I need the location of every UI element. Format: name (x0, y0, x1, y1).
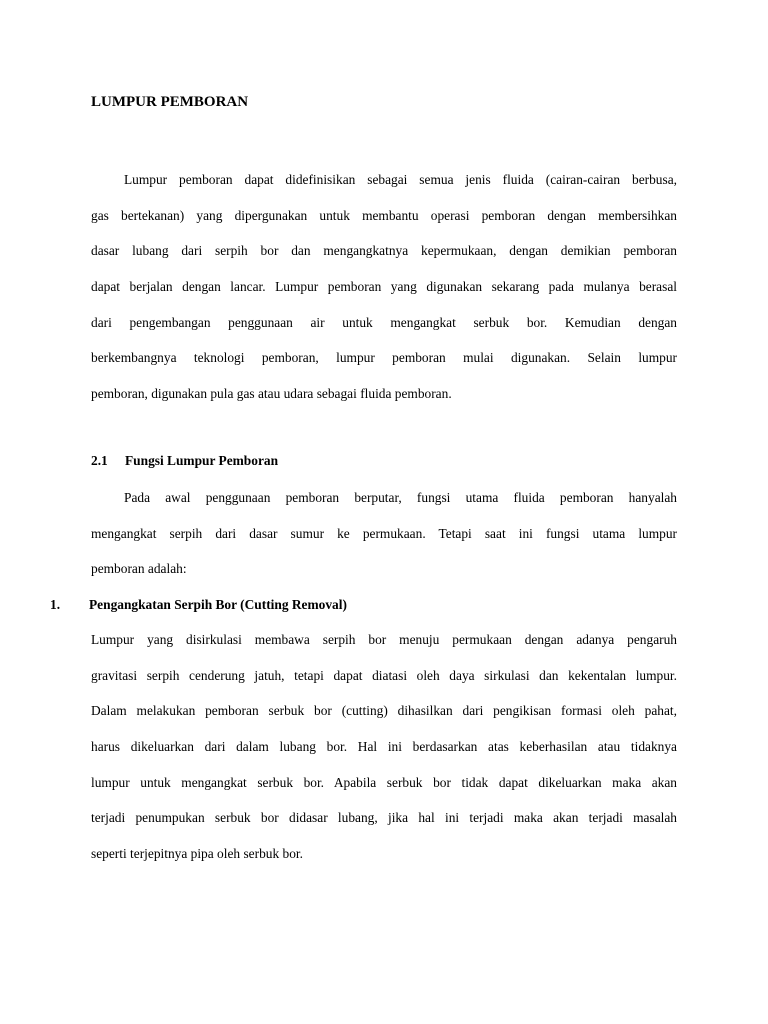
paragraph-line: harus dikeluarkan dari dalam lubang bor. Hal ini berdasarkan atas keberhasilan atau tidaknya (91, 739, 677, 755)
paragraph-line: gas bertekanan) yang dipergunakan untuk membantu operasi pemboran dengan membersihkan (91, 207, 677, 223)
paragraph-line: Dalam melakukan pemboran serbuk bor (cutting) dihasilkan dari pengikisan formasi oleh pahat, (91, 703, 677, 719)
paragraph-line: pemboran, digunakan pula gas atau udara sebagai fluida pemboran. (91, 386, 452, 402)
section-title: Fungsi Lumpur Pemboran (125, 453, 279, 468)
section-paragraph (91, 480, 677, 587)
list-item-paragraph (91, 622, 677, 872)
document-title: LUMPUR PEMBORAN (91, 94, 249, 110)
paragraph-line: Lumpur yang disirkulasi membawa serpih bor menuju permukaan dengan adanya pengaruh (91, 632, 677, 647)
paragraph-line: terjadi penumpukan serbuk bor didasar lubang, jika hal ini terjadi maka akan terjadi masalah (91, 810, 677, 826)
paragraph-line: Lumpur pemboran dapat didefinisikan sebagai semua jenis fluida (cairan-cairan berbusa, (124, 172, 677, 187)
intro-paragraph (91, 162, 677, 412)
paragraph-line: mengangkat serpih dari dasar sumur ke permukaan. Tetapi saat ini fungsi utama lumpur (91, 525, 677, 541)
paragraph-line: seperti terjepitnya pipa oleh serbuk bor. (91, 846, 303, 862)
paragraph-line: Pada awal penggunaan pemboran berputar, fungsi utama fluida pemboran hanyalah (124, 490, 677, 505)
list-item-title: Pengangkatan Serpih Bor (Cutting Removal) (89, 597, 347, 612)
paragraph-line: pemboran adalah: (91, 561, 187, 577)
paragraph-line: lumpur untuk mengangkat serbuk bor. Apabila serbuk bor tidak dapat dikeluarkan maka akan (91, 774, 677, 790)
list-item-number: 1. (50, 597, 61, 612)
paragraph-line: dasar lubang dari serpih bor dan mengangkatnya kepermukaan, dengan demikian pemboran (91, 243, 677, 259)
list-item-heading (50, 595, 347, 615)
section-heading (91, 451, 278, 471)
paragraph-line: dapat berjalan dengan lancar. Lumpur pemboran yang digunakan sekarang pada mulanya berasal (91, 279, 677, 295)
section-number: 2.1 (91, 453, 108, 468)
paragraph-line: gravitasi serpih cenderung jatuh, tetapi dapat diatasi oleh daya sirkulasi dan kekentalan lumpur. (91, 667, 677, 683)
paragraph-line: dari pengembangan penggunaan air untuk mengangkat serbuk bor. Kemudian dengan (91, 314, 677, 330)
paragraph-line: berkembangnya teknologi pemboran, lumpur pemboran mulai digunakan. Selain lumpur (91, 350, 677, 366)
